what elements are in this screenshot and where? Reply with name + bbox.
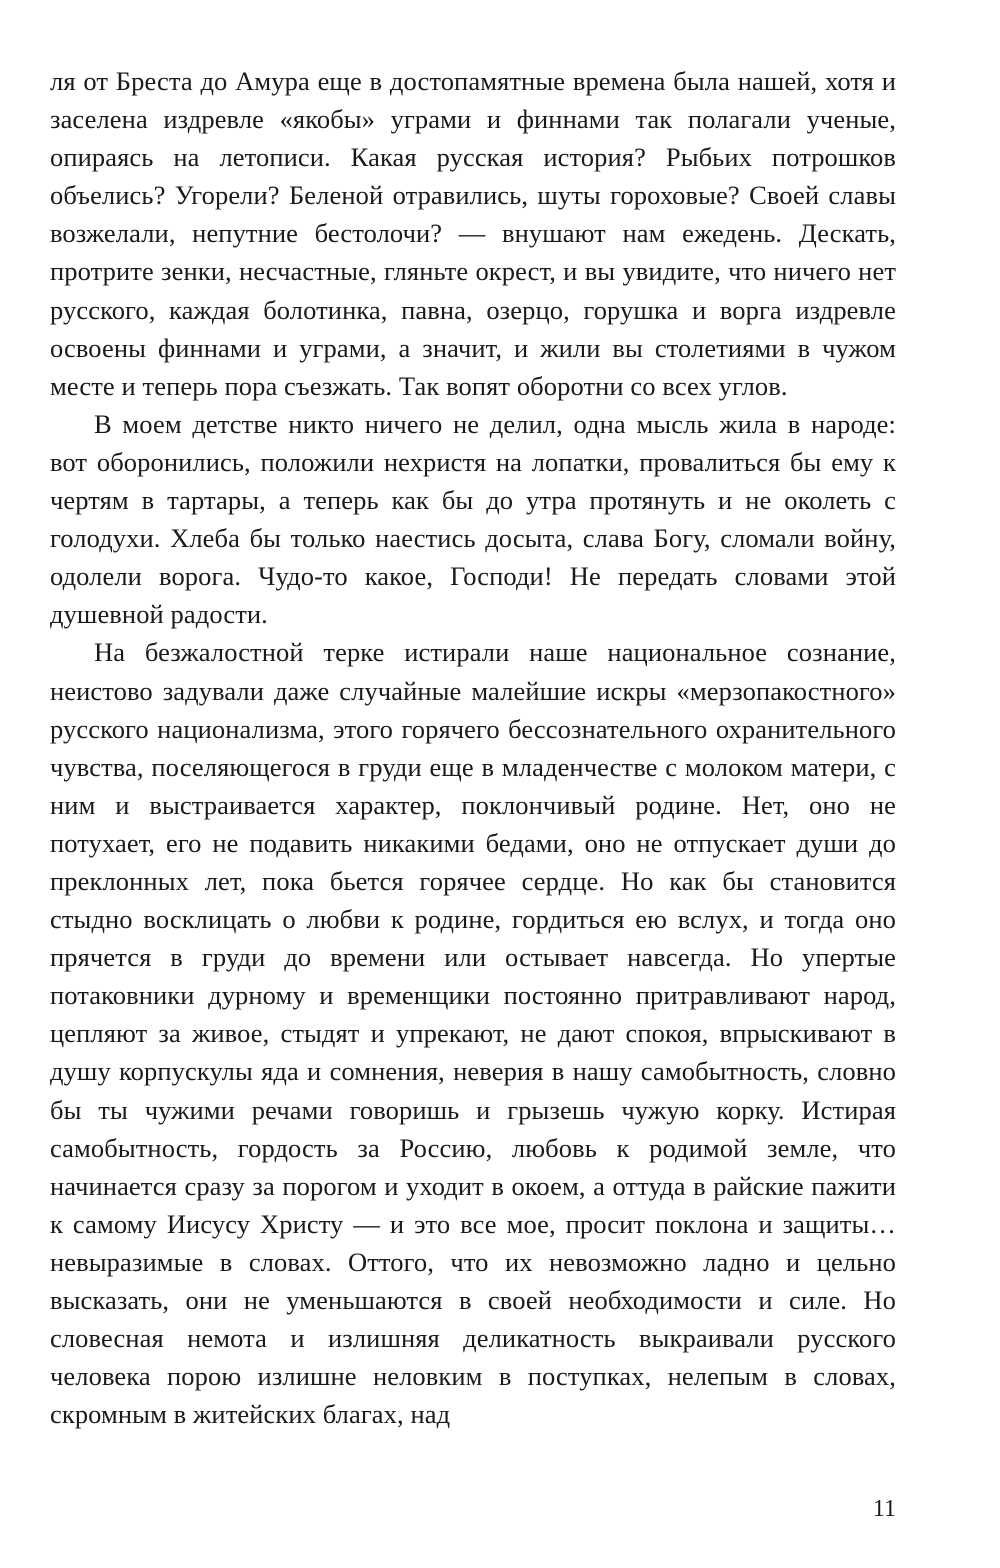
- page-body: [50, 62, 896, 1433]
- paragraph-childhood: В моем детстве никто ничего не делил, одна мысль жила в народе: вот оборонились, положили нехристя на лопатки, провалиться бы ему к чертям в тартары, а теперь как бы до утра протянуть и не околеть с голодухи. Хлеба бы только наестись досыта, слава Богу, сломали войну, одолели ворога. Чудо-то какое, Господи! Не передать словами этой душевной радости.: [50, 408, 896, 630]
- paragraph-continued: ля от Бреста до Амура еще в достопамятные времена была нашей, хотя и заселена издревле «якобы» уграми и финнами так полагали ученые, опираясь на летописи. Какая русская история? Рыбьих потрошков объелись? Угорели? Беленой отравились, шуты гороховые? Своей славы возжелали, непутние бестолочи? — внушают нам ежедень. Дескать, протрите зенки, несчастные, гляньте окрест, и вы увидите, что ничего нет русского, каждая болотинка, павна, озерцо, горушка и ворга издревле освоены финнами и уграми, а значит, и жили вы столетиями в чужом месте и теперь пора съезжать. Так вопят оборотни со всех углов.: [50, 66, 896, 401]
- paragraph-national-consciousness: На безжалостной терке истирали наше национальное сознание, неистово задували даже случайные малейшие искры «мерзопакостного» русского национализма, этого горячего бессознательного охранительного чувства, поселяющегося в груди еще в младенчестве с молоком матери, с ним и выстраивается характер, поклончивый родине. Нет, оно не потухает, его не подавить никакими бедами, оно не отпускает души до преклонных лет, пока бьется горячее сердце. Но как бы становится стыдно восклицать о любви к родине, гордиться ею вслух, и тогда оно прячется в груди до времени или остывает навсегда. Но упертые потаковники дурному и временщики постоянно притравливают народ, цепляют за живое, стыдят и упрекают, не дают спокоя, впрыскивают в душу корпускулы яда и сомнения, неверия в нашу самобытность, словно бы ты чужими речами говоришь и грызешь чужую корку. Истирая самобытность, гордость за Россию, любовь к родимой земле, что начинается сразу за порогом и уходит в окоем, а оттуда в райские пажити к самому Иисусу Христу — и это все мое, просит поклона и защиты… невыразимые в словах. Оттого, что их невозможно ладно и цельно высказать, они не уменьшаются в своей необходимости и силе. Но словесная немота и излишняя деликатность выкраивали русского человека порою излишне неловким в поступках, нелепым в словах, скромным в житейских благах, над: [50, 637, 896, 1430]
- page-number: 11: [872, 1496, 896, 1522]
